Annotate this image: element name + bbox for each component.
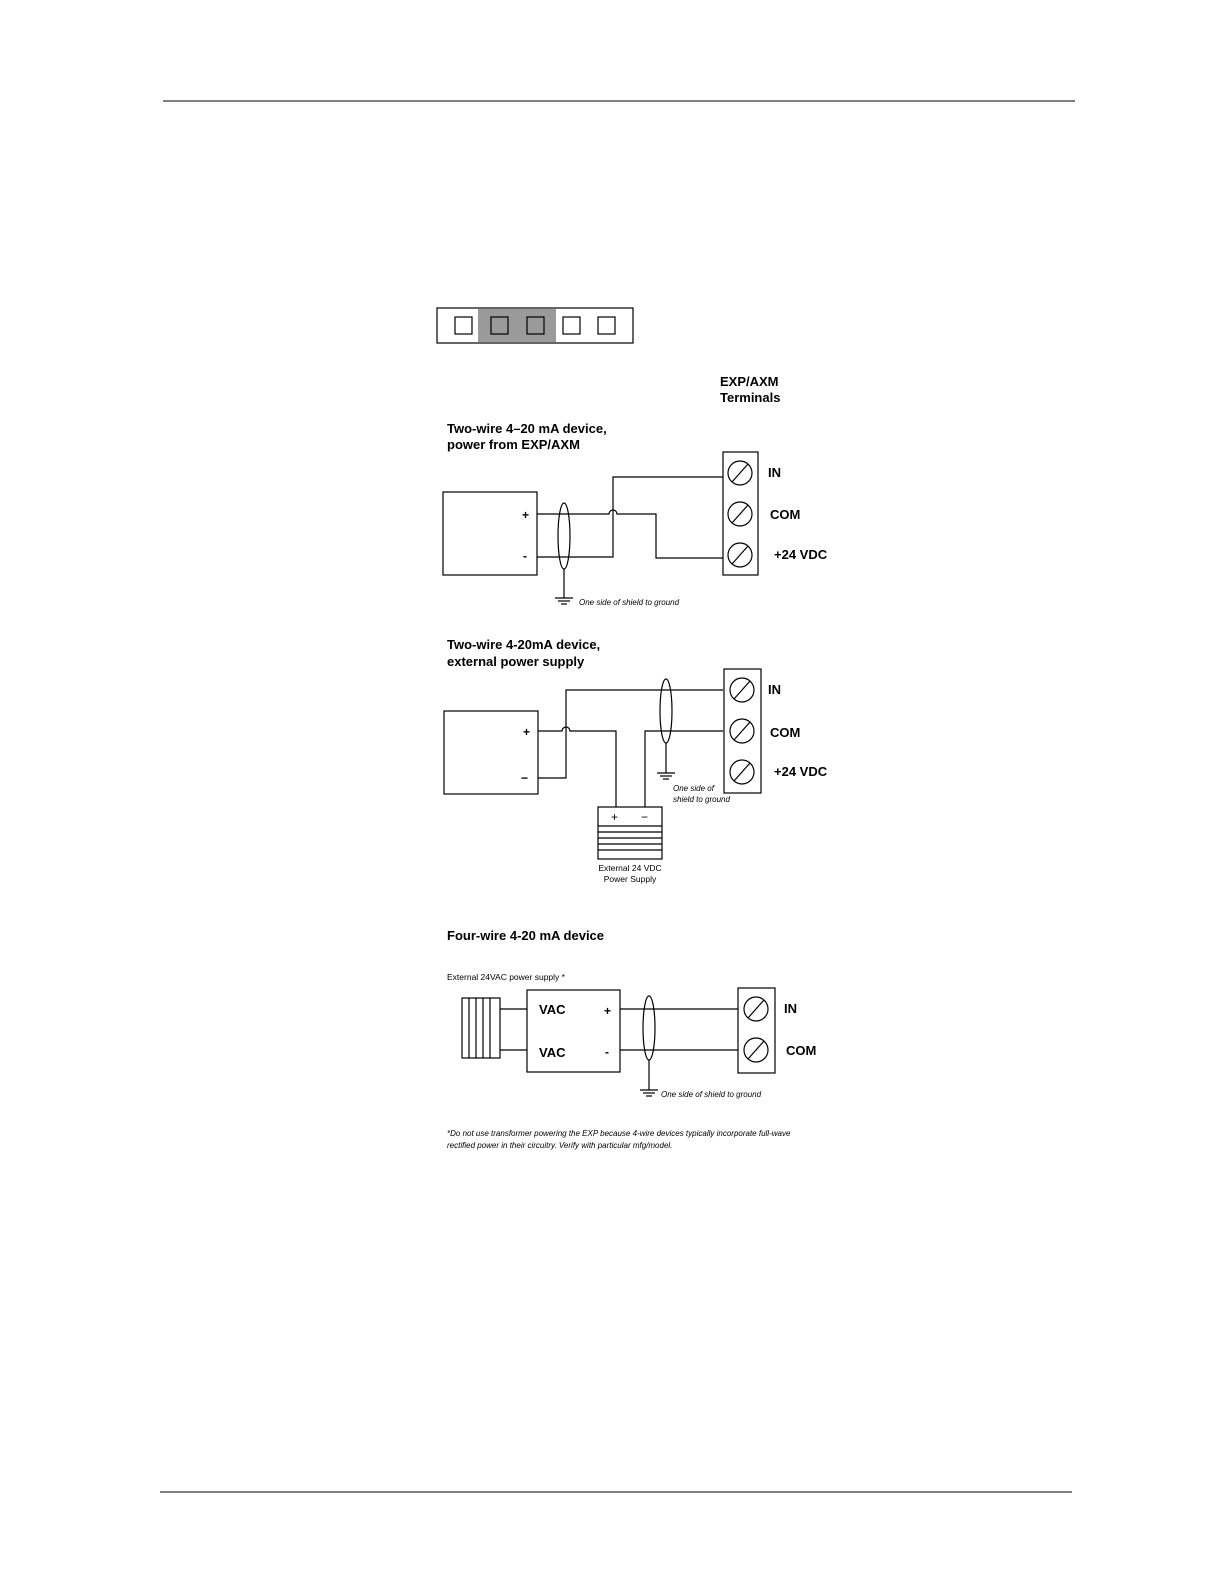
diagram2-ground-note-line2: shield to ground bbox=[673, 795, 730, 804]
diagram1-ground-note: One side of shield to ground bbox=[579, 598, 680, 607]
diagram3-terminal-in: IN bbox=[784, 1001, 797, 1016]
diagram2-terminal-com: COM bbox=[770, 725, 801, 740]
diagram-two-wire-external-supply bbox=[444, 637, 828, 884]
diagram2-terminal-in: IN bbox=[768, 682, 781, 697]
diagram3-plus-label: + bbox=[604, 1004, 612, 1018]
diagram3-ground-note: One side of shield to ground bbox=[661, 1090, 762, 1099]
diagram2-plus-label: + bbox=[523, 725, 531, 739]
diagram3-terminal-block bbox=[738, 988, 775, 1073]
diagram1-minus-label: - bbox=[523, 549, 527, 563]
diagram2-supply-plus: + bbox=[611, 810, 619, 824]
diagram3-footnote-line2: rectified power in their circuitry. Verify with particular mfg/model. bbox=[447, 1141, 673, 1150]
diagram2-title-line2: external power supply bbox=[447, 654, 585, 669]
diagram1-wire-plus bbox=[537, 510, 723, 558]
diagram1-plus-label: + bbox=[522, 508, 530, 522]
diagram2-ground-note-line1: One side of bbox=[673, 784, 714, 793]
diagram2-supply-label-line2: Power Supply bbox=[603, 874, 657, 884]
diagram3-terminal-com: COM bbox=[786, 1043, 817, 1058]
diagram1-shield bbox=[558, 503, 570, 569]
diagram2-title-line1: Two-wire 4-20mA device, bbox=[447, 637, 601, 652]
diagram1-terminal-24vdc: +24 VDC bbox=[774, 547, 828, 562]
diagram3-ground-icon bbox=[640, 1090, 658, 1096]
diagram2-battery-icon bbox=[598, 807, 662, 859]
diagram2-wire-plus bbox=[538, 727, 616, 807]
diagram3-footnote-line1: *Do not use transformer powering the EXP because 4-wire devices typically incorporate full-wave bbox=[447, 1129, 791, 1138]
diagram3-supply-label: External 24VAC power supply * bbox=[447, 972, 565, 982]
diagram1-title-line1: Two-wire 4–20 mA device, bbox=[447, 421, 607, 436]
diagram-four-wire bbox=[447, 928, 816, 1150]
diagram2-minus-label: − bbox=[521, 771, 529, 785]
diagram3-vac-bottom: VAC bbox=[539, 1045, 566, 1060]
diagram3-transformer-icon bbox=[462, 998, 500, 1058]
diagram2-ground-icon bbox=[657, 773, 675, 779]
diagram-two-wire-loop-powered bbox=[443, 421, 828, 607]
terminals-header-line2: Terminals bbox=[720, 390, 781, 405]
diagram1-terminal-in: IN bbox=[768, 465, 781, 480]
diagram2-terminal-24vdc: +24 VDC bbox=[774, 764, 828, 779]
terminals-header-line1: EXP/AXM bbox=[720, 374, 779, 389]
diagram1-terminal-com: COM bbox=[770, 507, 801, 522]
diagram1-wire-minus bbox=[537, 477, 723, 557]
diagram3-title: Four-wire 4-20 mA device bbox=[447, 928, 605, 943]
diagram2-supply-label-line1: External 24 VDC bbox=[598, 863, 662, 873]
diagram2-wire-minus-to-in bbox=[538, 690, 723, 778]
diagram1-ground-icon bbox=[555, 598, 573, 604]
diagram2-shield bbox=[660, 679, 672, 743]
diagram3-vac-top: VAC bbox=[539, 1002, 566, 1017]
diagram2-supply-minus: − bbox=[641, 810, 649, 824]
diagram3-minus-label: - bbox=[605, 1045, 609, 1059]
diagram1-title-line2: power from EXP/AXM bbox=[447, 437, 580, 452]
jumper-block bbox=[437, 308, 633, 343]
